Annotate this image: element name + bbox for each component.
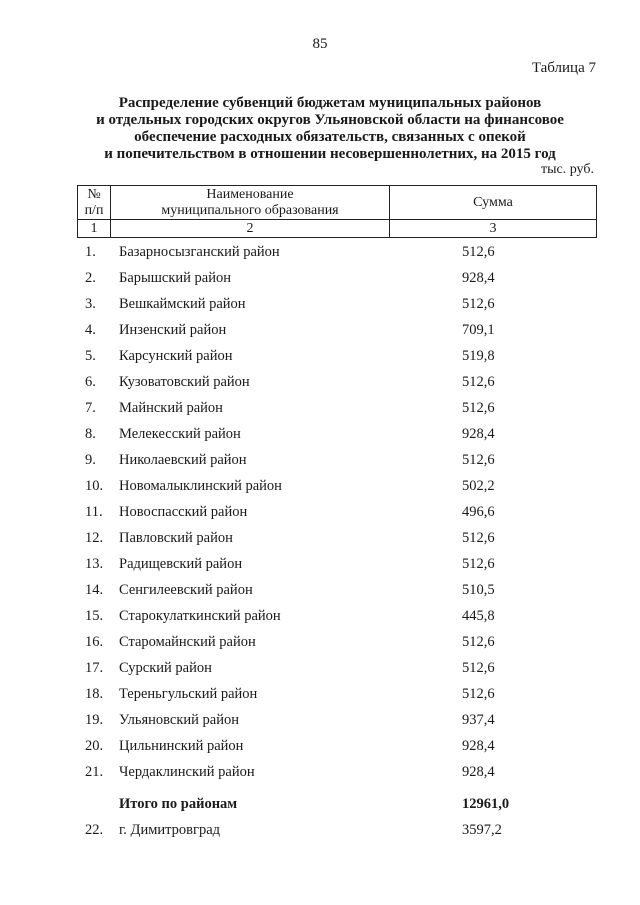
row-value: 512,6 — [462, 556, 495, 572]
row-number: 14. — [85, 582, 104, 598]
row-number: 10. — [85, 478, 104, 494]
header-index-1: 1 — [78, 220, 111, 238]
header-index-3: 3 — [390, 220, 597, 238]
total-label: Итого по районам — [119, 796, 238, 812]
row-number: 16. — [85, 634, 104, 650]
title-line: и отдельных городских округов Ульяновской области на финансовое — [96, 112, 564, 128]
table-row — [77, 449, 597, 475]
row-value: 512,6 — [462, 530, 495, 546]
row-name: Кузоватовский район — [119, 374, 250, 390]
row-value: 502,2 — [462, 478, 495, 494]
city-row — [77, 815, 597, 841]
title-line: и попечительством в отношении несовершеннолетних, на 2015 год — [104, 146, 556, 162]
table-row — [77, 761, 597, 787]
row-name: Ульяновский район — [119, 712, 240, 728]
table-row — [77, 293, 597, 319]
header-number-cell — [78, 186, 111, 220]
row-name: Вешкаймский район — [119, 296, 246, 312]
row-name: Новомалыклинский район — [119, 478, 282, 494]
row-number: 5. — [85, 348, 96, 364]
header-number-line2: п/п — [84, 202, 104, 218]
row-number: 22. — [85, 822, 104, 838]
row-name: Николаевский район — [119, 452, 247, 468]
table-title — [60, 95, 600, 163]
row-value: 512,6 — [462, 244, 495, 260]
row-value: 928,4 — [462, 738, 495, 754]
row-number: 3. — [85, 296, 96, 312]
row-name: Сенгилеевский район — [119, 582, 253, 598]
title-line: обеспечение расходных обязательств, связанных с опекой — [134, 129, 526, 145]
row-name: Карсунский район — [119, 348, 233, 364]
header-name-line2: муниципального образования — [161, 202, 339, 218]
row-value: 445,8 — [462, 608, 495, 624]
row-number: 20. — [85, 738, 104, 754]
row-name: Тереньгульский район — [119, 686, 258, 702]
row-name: Сурский район — [119, 660, 212, 676]
row-number: 4. — [85, 322, 96, 338]
row-number: 6. — [85, 374, 96, 390]
row-value: 496,6 — [462, 504, 495, 520]
table-row — [77, 475, 597, 501]
total-row — [77, 787, 597, 815]
table-header — [77, 185, 597, 238]
header-name-cell — [111, 186, 390, 220]
row-number: 2. — [85, 270, 96, 286]
table-row — [77, 319, 597, 345]
row-value: 928,4 — [462, 764, 495, 780]
header-index-2: 2 — [111, 220, 390, 238]
row-name: Цильнинский район — [119, 738, 244, 754]
row-value: 709,1 — [462, 322, 495, 338]
header-name-line1: Наименование — [206, 186, 294, 202]
row-name: Инзенский район — [119, 322, 227, 338]
table-row — [77, 345, 597, 371]
header-number-line1: № — [87, 186, 101, 202]
header-sum-cell: Сумма — [390, 186, 597, 220]
row-number: 17. — [85, 660, 104, 676]
table-row — [77, 527, 597, 553]
row-name: Павловский район — [119, 530, 233, 546]
row-value: 512,6 — [462, 660, 495, 676]
table-row — [77, 553, 597, 579]
row-number: 8. — [85, 426, 96, 442]
row-value: 512,6 — [462, 296, 495, 312]
row-name: Новоспасский район — [119, 504, 248, 520]
row-number: 11. — [85, 504, 103, 520]
table-row — [77, 709, 597, 735]
table-row — [77, 397, 597, 423]
table-row — [77, 501, 597, 527]
row-name: Барышский район — [119, 270, 231, 286]
unit-label: тыс. руб. — [541, 162, 594, 177]
row-value: 512,6 — [462, 400, 495, 416]
row-value: 928,4 — [462, 270, 495, 286]
row-value: 512,6 — [462, 374, 495, 390]
table-row — [77, 579, 597, 605]
table-row — [77, 631, 597, 657]
row-value: 519,8 — [462, 348, 495, 364]
row-name: Старокулаткинский район — [119, 608, 281, 624]
row-number: 9. — [85, 452, 96, 468]
row-name: г. Димитровград — [119, 822, 221, 838]
table-label: Таблица 7 — [531, 60, 596, 76]
row-name: Чердаклинский район — [119, 764, 255, 780]
row-number: 13. — [85, 556, 104, 572]
row-number: 21. — [85, 764, 104, 780]
table-row — [77, 423, 597, 449]
row-name: Радищевский район — [119, 556, 243, 572]
table-row — [77, 657, 597, 683]
row-value: 928,4 — [462, 426, 495, 442]
row-name: Базарносызганский район — [119, 244, 280, 260]
table-row — [77, 605, 597, 631]
table-body — [77, 241, 597, 841]
row-value: 3597,2 — [462, 822, 502, 838]
table-row — [77, 735, 597, 761]
table-row — [77, 683, 597, 709]
row-name: Майнский район — [119, 400, 223, 416]
row-value: 510,5 — [462, 582, 495, 598]
row-number: 1. — [85, 244, 96, 260]
page-number: 85 — [312, 36, 328, 52]
row-number: 19. — [85, 712, 104, 728]
table-row — [77, 371, 597, 397]
title-line: Распределение субвенций бюджетам муниципальных районов — [118, 95, 542, 111]
row-number: 15. — [85, 608, 104, 624]
row-value: 512,6 — [462, 452, 495, 468]
row-name: Старомайнский район — [119, 634, 256, 650]
total-value: 12961,0 — [462, 796, 510, 812]
row-number: 7. — [85, 400, 96, 416]
row-value: 512,6 — [462, 634, 495, 650]
row-value: 512,6 — [462, 686, 495, 702]
row-number: 12. — [85, 530, 104, 546]
row-value: 937,4 — [462, 712, 495, 728]
row-number: 18. — [85, 686, 104, 702]
table-row — [77, 241, 597, 267]
row-name: Мелекесский район — [119, 426, 241, 442]
table-row — [77, 267, 597, 293]
